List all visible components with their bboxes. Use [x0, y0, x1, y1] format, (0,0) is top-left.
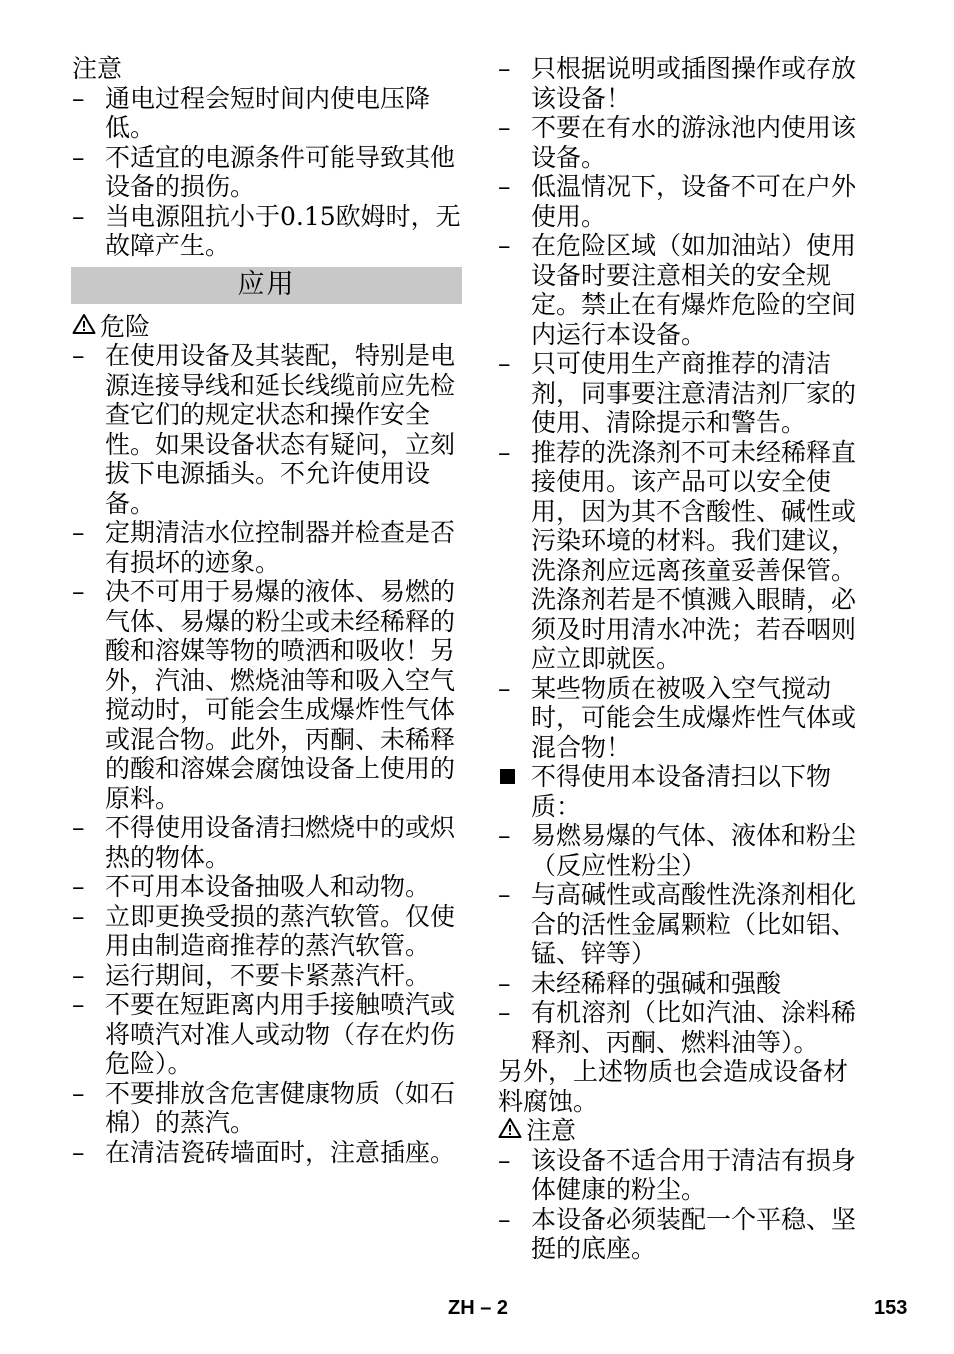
warning-icon [498, 1116, 526, 1146]
list-item: – 不要排放含危害健康物质（如石棉）的蒸汽。 [72, 1078, 456, 1137]
dash-marker: – [72, 201, 85, 231]
section-title: 应用 [71, 267, 462, 304]
dash-marker: – [498, 113, 511, 142]
dash-marker: – [498, 998, 511, 1027]
danger-heading [72, 312, 462, 342]
list-item: – 不得使用设备清扫燃烧中的或炽热的物体。 [72, 813, 456, 872]
dash-marker: – [498, 172, 511, 201]
dash-marker: – [498, 54, 511, 83]
list-item: – 未经稀释的强碱和强酸 [498, 968, 782, 998]
dash-marker: – [498, 231, 511, 260]
list-item: – 某些物质在被吸入空气搅动时，可能会生成爆炸性气体或混合物！ [498, 673, 857, 762]
dash-marker: – [72, 1078, 85, 1108]
right-column [498, 54, 870, 1264]
list-item: – 立即更换受损的蒸汽软管。仅使用由制造商推荐的蒸汽软管。 [72, 901, 456, 960]
list-item: – 低温情况下，设备不可在户外使用。 [498, 172, 857, 231]
square-bullet-item: 不得使用本设备清扫以下物质： [498, 762, 870, 821]
list-item: – 运行期间，不要卡紧蒸汽杆。 [72, 960, 431, 990]
list-item: – 在危险区域（如加油站）使用设备时要注意相关的安全规定。禁止在有爆炸危险的空间内运行本设备。 [498, 231, 857, 349]
list-item: – 不要在短距离内用手接触喷汽或将喷汽对准人或动物（存在灼伤危险）。 [72, 990, 456, 1078]
dash-marker: – [498, 437, 511, 467]
dash-marker: – [72, 518, 85, 547]
dash-marker: – [498, 673, 511, 703]
danger-list [72, 341, 462, 1167]
list-item: – 推荐的洗涤剂不可未经稀释直接使用。该产品可以安全使用，因为其不含酸性、碱性或污染环境的材料。我们建议，洗涤剂应远离孩童妥善保管。洗涤剂若是不慎溅入眼睛，必须及时用清水冲洗；若吞咽则应立即就医。 [498, 437, 857, 673]
warning-icon [72, 312, 100, 342]
notice-list [72, 84, 462, 261]
list-item: – 不要在有水的游泳池内使用该设备。 [498, 113, 857, 172]
usage-list [498, 54, 870, 762]
dash-marker: – [72, 872, 85, 901]
list-item: – 该设备不适合用于清洁有损身体健康的粉尘。 [498, 1145, 857, 1204]
dash-marker: – [498, 821, 511, 850]
list-item: – 在清洁瓷砖墙面时，注意插座。 [72, 1137, 456, 1167]
dash-marker: – [72, 577, 85, 606]
dash-marker: – [498, 968, 511, 998]
list-item: – 只可使用生产商推荐的清洁剂，同事要注意清洁剂厂家的使用、清除提示和警告。 [498, 349, 857, 437]
dash-marker: – [498, 1204, 511, 1234]
dash-marker: – [72, 1137, 85, 1167]
list-item: – 本设备必须装配一个平稳、坚挺的底座。 [498, 1204, 857, 1263]
dash-marker: – [72, 990, 85, 1019]
dash-marker: – [498, 349, 511, 378]
notice-heading [498, 1116, 870, 1146]
dash-marker: – [72, 142, 85, 172]
corrosion-paragraph: 另外，上述物质也会造成设备材料腐蚀。 [498, 1057, 849, 1116]
list-item: – 只根据说明或插图操作或存放该设备！ [498, 54, 857, 113]
dash-marker: – [72, 341, 85, 370]
danger-label: 危险 [100, 311, 151, 341]
list-item: – 定期清洁水位控制器并检查是否有损坏的迹象。 [72, 518, 456, 577]
list-item: – 决不可用于易爆的液体、易燃的气体、易爆的粉尘或未经稀释的酸和溶媒等物的喷洒和吸收！另外，汽油、燃烧油等和吸入空气搅动时，可能会生成爆炸性气体或混合物。此外，丙酮、未稀释的酸和溶媒会腐蚀设备上使用的原料。 [72, 577, 456, 813]
list-item: – 与高碱性或高酸性洗涤剂相化合的活性金属颗粒（比如铝、锰、锌等） [498, 880, 857, 968]
left-column [72, 54, 462, 1167]
notice-label: 注意 [526, 1116, 577, 1145]
square-bullet-icon [500, 769, 515, 784]
page-number: 153 [874, 1297, 908, 1319]
list-item: – 通电过程会短时间内使电压降低。 [72, 83, 431, 142]
list-item: – 当电源阻抗小于0.15欧姆时，无故障产生。 [72, 201, 461, 260]
dash-marker: – [498, 880, 511, 909]
notice-heading: 注意 [72, 54, 123, 83]
dash-marker: – [498, 1145, 511, 1175]
list-item: – 在使用设备及其装配，特别是电源连接导线和延长线缆前应先检查它们的规定状态和操作安全性。如果设备状态有疑问，立刻拔下电源插头。不允许使用设备。 [72, 341, 456, 518]
list-item: – 有机溶剂（比如汽油、涂料稀释剂、丙酮、燃料油等）。 [498, 998, 857, 1057]
notice-list [498, 1146, 870, 1264]
dash-marker: – [72, 960, 85, 990]
footer-section-label: ZH – 2 [448, 1297, 509, 1319]
dash-marker: – [72, 901, 85, 931]
substance-list [498, 821, 870, 1057]
list-item: – 不适宜的电源条件可能导致其他设备的损伤。 [72, 142, 456, 201]
list-item: – 易燃易爆的气体、液体和粉尘（反应性粉尘） [498, 821, 857, 880]
dash-marker: – [72, 83, 85, 113]
list-item: – 不可用本设备抽吸人和动物。 [72, 872, 431, 901]
dash-marker: – [72, 813, 85, 842]
